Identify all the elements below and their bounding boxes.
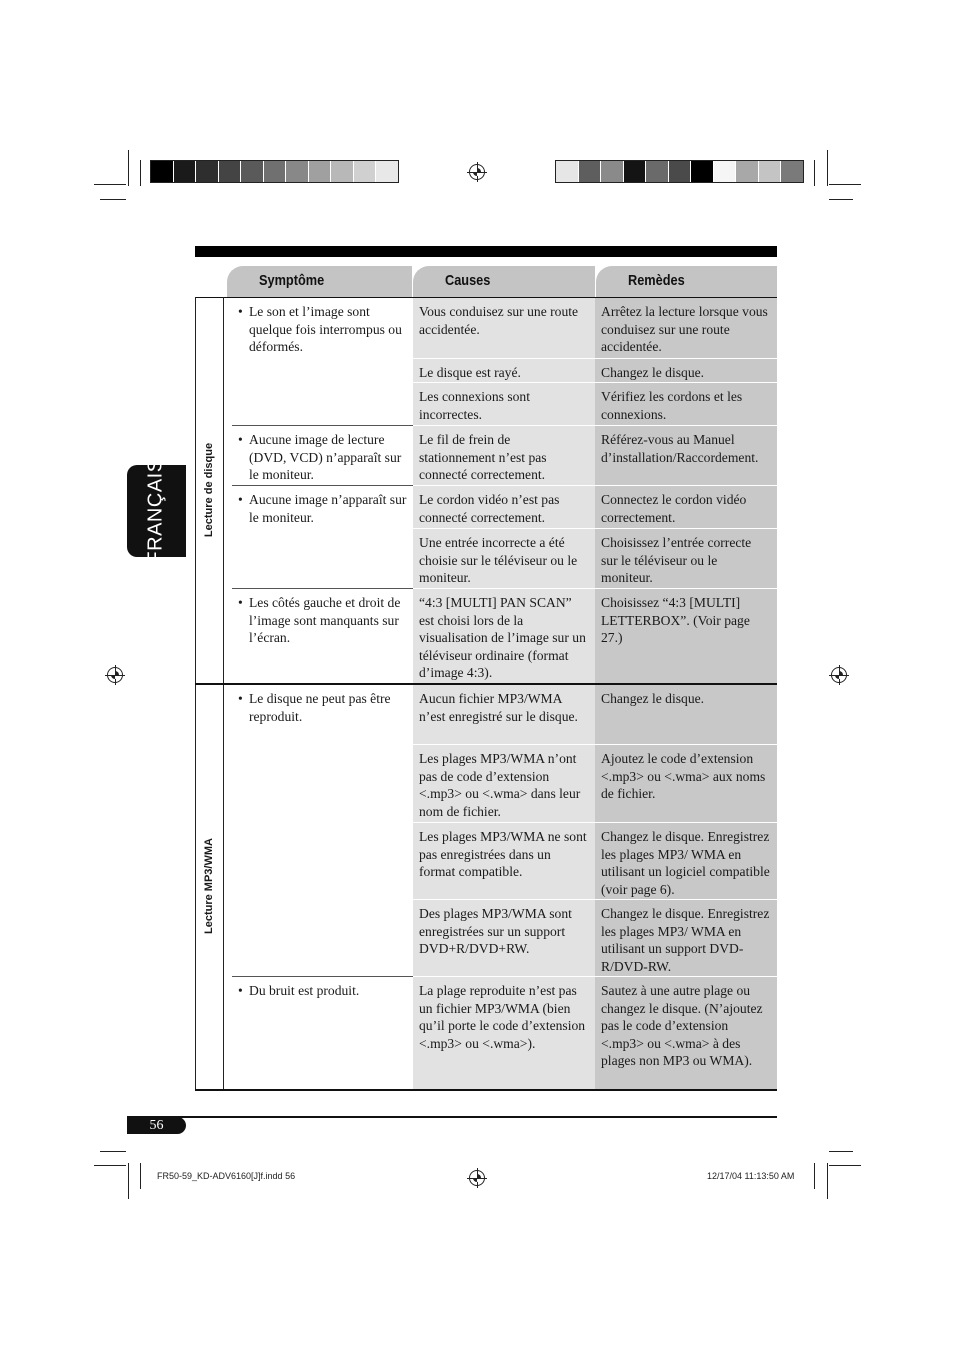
gray-scale-bar-right [555,160,804,183]
symptom-cell: • Du bruit est produit. [232,977,413,1000]
language-tab [127,458,186,564]
language-label: FRANÇAIS [144,458,167,564]
remedy-cell: Choisissez “4:3 [MULTI] LETTERBOX”. (Voir page 27.) [595,589,777,683]
cause-cell: Des plages MP3/WMA sont enregistrées sur un support DVD+R/DVD+RW. [413,900,595,976]
footer-file: FR50-59_KD-ADV6160[J]f.indd 56 [157,1171,296,1181]
symptom-cell: • Le son et l’image sont quelque fois interrompus ou déformés. [232,298,413,356]
header-symptom [227,266,412,298]
bottom-rule [127,1116,777,1118]
remedy-cell: Changez le disque. Enregistrez les plages MP3/ WMA en utilisant un support DVD-R/DVD-RW. [595,900,777,976]
header-remedies [596,266,777,298]
remedy-cell: Choisissez l’entrée correcte sur le téléviseur ou le moniteur. [595,529,777,588]
remedy-cell: Changez le disque. [595,359,777,382]
cause-cell: Les plages MP3/WMA ne sont pas enregistrées dans un format compatible. [413,823,595,899]
top-rule [195,246,777,257]
cause-cell: Le cordon vidéo n’est pas connecté correctement. [413,486,595,528]
remedy-cell: Arrêtez la lecture lorsque vous conduisez sur une route accidentée. [595,298,777,358]
cause-cell: Les connexions sont incorrectes. [413,383,595,425]
header-causes-label: Causes [445,272,491,289]
cause-cell: Le disque est rayé. [413,359,595,382]
cause-cell: Vous conduisez sur une route accidentée. [413,298,595,358]
symptom-cell: • Aucune image de lecture (DVD, VCD) n’apparaît sur le moniteur. [232,426,413,484]
remedy-cell: Connectez le cordon vidéo correctement. [595,486,777,528]
registration-mark-bottom [469,1170,485,1186]
section-label-disc: Lecture de disque [203,442,215,538]
symptom-cell: • Les côtés gauche et droit de l’image sont manquants sur l’écran. [232,589,413,647]
registration-mark-right [831,667,847,683]
header-causes [413,266,595,298]
cause-cell: Aucun fichier MP3/WMA n’est enregistré sur le disque. [413,685,595,744]
page-number: 56 [127,1117,186,1134]
registration-mark-left [107,667,123,683]
gray-scale-bar-left [150,160,399,183]
header-symptom-label: Symptôme [259,272,325,289]
section-label-mp3: Lecture MP3/WMA [203,838,215,934]
remedy-cell: Ajoutez le code d’extension <.mp3> ou <.wma> aux noms de fichier. [595,745,777,822]
remedy-cell: Sautez à une autre plage ou changez le disque. (N’ajoutez pas le code d’extension <.mp3> ou <.wma> à des plages non MP3 ou WMA). [595,977,777,1089]
remedy-cell: Vérifiez les cordons et les connexions. [595,383,777,425]
symptom-cell: • Le disque ne peut pas être reproduit. [232,685,413,725]
cause-cell: Le fil de frein de stationnement n’est pas connecté correctement. [413,426,595,485]
header-remedies-label: Remèdes [628,272,685,289]
remedy-cell: Référez-vous au Manuel d’installation/Raccordement. [595,426,777,485]
registration-mark-top [469,164,485,180]
footer-timestamp: 12/17/04 11:13:50 AM [707,1171,795,1181]
cause-cell: Les plages MP3/WMA n’ont pas de code d’extension <.mp3> ou <.wma> dans leur nom de fichier. [413,745,595,822]
cause-cell: Une entrée incorrecte a été choisie sur le téléviseur ou le moniteur. [413,529,595,588]
remedy-cell: Changez le disque. [595,685,777,744]
cause-cell: “4:3 [MULTI] PAN SCAN” est choisi lors de la visualisation de l’image sur un téléviseur ordinaire (format d’image 4:3). [413,589,595,683]
symptom-cell: • Aucune image n’apparaît sur le moniteur. [232,486,413,526]
remedy-cell: Changez le disque. Enregistrez les plages MP3/ WMA en utilisant un logiciel compatible (voir page 6). [595,823,777,899]
cause-cell: La plage reproduite n’est pas un fichier MP3/WMA (bien qu’il porte le code d’extension <.mp3> ou <.wma>). [413,977,595,1089]
